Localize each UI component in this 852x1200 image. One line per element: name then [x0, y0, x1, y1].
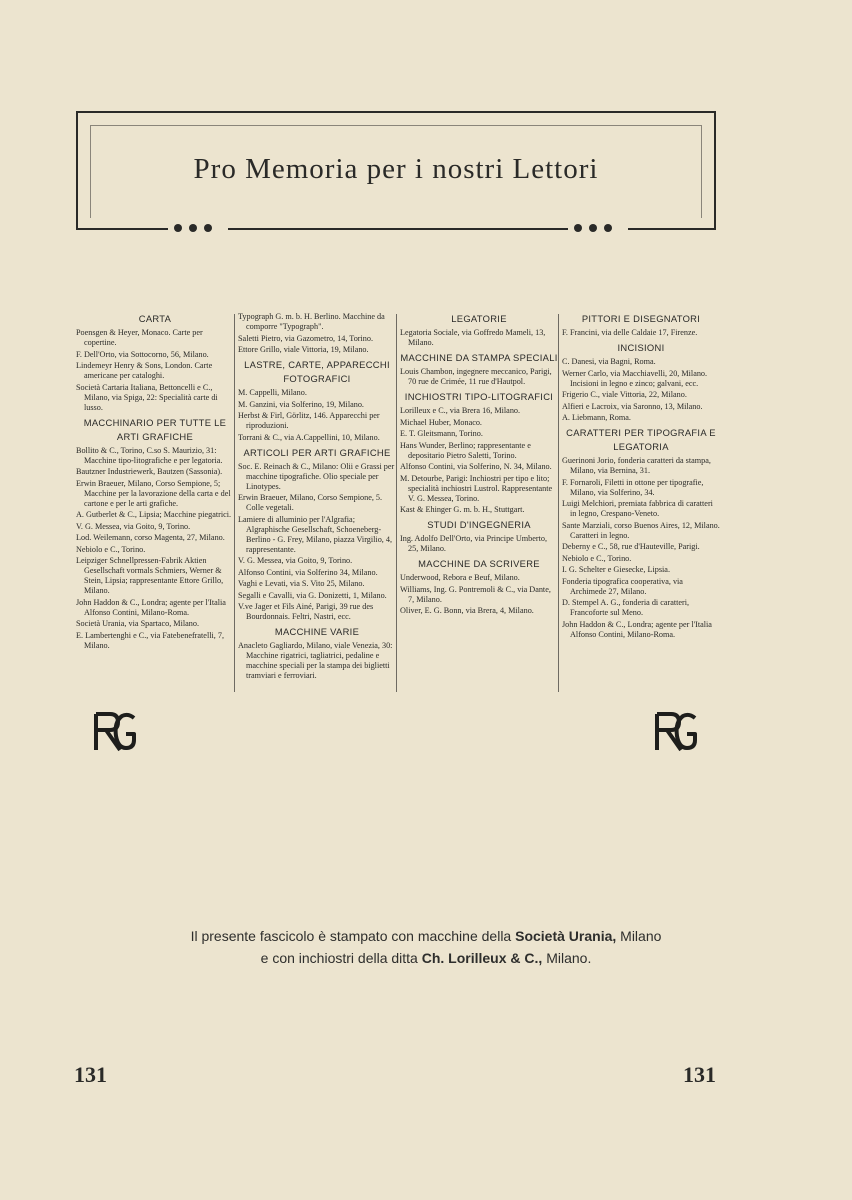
directory-entry: Frigerio C., viale Vittoria, 22, Milano. [562, 390, 687, 399]
section-heading: PITTORI E DISEGNATORI [581, 313, 701, 324]
directory-entry: Torrani & C., via A.Cappellini, 10, Milano. [238, 432, 380, 442]
section-heading: LEGATORIE [451, 313, 507, 324]
directory-entry: Nebiolo e C., Torino. [76, 544, 146, 554]
directory-entry: Saletti Pietro, via Gazometro, 14, Torino. [238, 333, 374, 343]
monogram-icon [92, 710, 138, 754]
section-heading: MACCHINE VARIE [274, 626, 360, 637]
section-heading: MACCHINE DA STAMPA SPECIALI [400, 352, 558, 363]
page-number-right: 131 [683, 1062, 716, 1087]
section-heading: CARTA [138, 313, 172, 324]
printing-note-text: e con inchiostri della ditta [260, 950, 422, 966]
ornament-dot [189, 224, 197, 232]
directory-entry: A. Gutberlet & C., Lipsia; Macchine piegatrici. [76, 510, 232, 519]
directory-entry: Fonderia tipografica cooperativa, via Archimede 27, Milano. [562, 576, 683, 596]
directory-entry: Michael Huber, Monaco. [400, 417, 482, 427]
directory-entry: Società Cartaria Italiana, Bettoncelli e C., Milano, via Spiga, 22: Specialità carte di lusso. [76, 382, 218, 412]
directory-entry: Alfieri e Lacroix, via Saronno, 13, Milano. [562, 401, 703, 411]
directory-entry: Lod. Weilemann, corso Magenta, 27, Milano. [76, 533, 225, 542]
directory-entry: Bautzner Industriewerk, Bautzen (Sassonia). [76, 467, 223, 476]
column-divider [234, 314, 235, 692]
printing-note-company: Ch. Lorilleux & C., [421, 950, 543, 966]
directory-entry: John Haddon & C., Londra; agente per l'Italia Alfonso Contini, Milano-Roma. [76, 597, 226, 617]
directory-entry: Leipziger Schnellpressen-Fabrik Aktien Gesellschaft vormals Schmiers, Werner & Stein, Lipsia; rappresentante Ettore Grillo, Milano. [76, 556, 224, 595]
rule-dots-left [174, 224, 212, 232]
section-heading: ARTICOLI PER ARTI GRAFICHE [243, 446, 391, 458]
directory-entry: Louis Chambon, ingegnere meccanico, Parigi, 70 rue de Crimée, 11 rue d'Hautpol. [400, 367, 552, 386]
publisher-logo-left [92, 710, 138, 754]
directory-entry: Segalli e Cavalli, via G. Donizetti, 1, Milano. [238, 590, 387, 600]
directory-entry: Ettore Grillo, viale Vittoria, 19, Milano. [238, 345, 369, 354]
directory-entry: D. Stempel A. G., fonderia di caratteri, Francoforte sul Meno. [562, 598, 690, 617]
directory-entry: Typograph G. m. b. H. Berlino. Macchine da comporre "Typograph". [238, 312, 385, 331]
directory-entry: F. Francini, via delle Caldaie 17, Firenze. [562, 328, 698, 337]
directory-entry: Società Urania, via Spartaco, Milano. [76, 619, 200, 628]
directory-entry: Vaghi e Levati, via S. Vito 25, Milano. [238, 579, 365, 588]
directory-entry: Werner Carlo, via Macchiavelli, 20, Milano. Incisioni in legno e zinco; galvani, ecc. [562, 368, 708, 388]
printing-note-text: Milano [616, 928, 662, 944]
directory-entry: Lamiere di alluminio per l'Algrafia; Algraphische Gesellschaft, Schoeneberg-Berlino - G. Frey, Milano, piazza Virgilio, 4, rappresentante. [238, 514, 393, 554]
rule-line-left [76, 228, 168, 230]
page-title: Pro Memoria per i nostri Lettori [193, 153, 599, 185]
directory-entry: E. Lambertenghi e C., via Fatebenefratelli, 7, Milano. [76, 630, 225, 650]
directory-entry: V.ve Jager et Fils Ainé, Parigi, 39 rue des Bourdonnais. Feltri, Nastri, ecc. [238, 602, 374, 621]
printing-note-text: Il presente fascicolo è stampato con macchine della [190, 928, 516, 944]
section-heading: CARATTERI PER TIPOGRAFIA E LEGATORIA [566, 427, 716, 452]
ornament-dot [604, 224, 612, 232]
printing-note-line-2 [0, 950, 852, 966]
directory-entry: Legatoria Sociale, via Goffredo Mameli, 13, Milano. [400, 328, 546, 347]
directory-entry: Oliver, E. G. Bonn, via Brera, 4, Milano. [400, 606, 534, 615]
directory-entry: Hans Wunder, Berlino; rappresentante e depositario Pietro Saletti, Torino. [400, 440, 531, 460]
directory-entry: Poensgen & Heyer, Monaco. Carte per copertine. [76, 328, 203, 347]
directory-entry: M. Detourbe, Parigi: Inchiostri per tipo e lito; specialità inchiostri Lustrol. Rappresentante V. G. Messea, Torino. [400, 473, 553, 503]
directory-entry: C. Danesi, via Bagni, Roma. [562, 357, 656, 366]
directory-entry: Nebiolo e C., Torino. [562, 553, 632, 563]
directory-column-3 [400, 312, 558, 618]
rule-line-center [228, 228, 568, 230]
column-divider [558, 314, 559, 692]
directory-entry: Lindemeyr Henry & Sons, London. Carte americane per cataloghi. [76, 361, 213, 380]
directory-column-4 [562, 312, 720, 641]
directory-entry: Williams, Ing. G. Pontremoli & C., via Dante, 7, Milano. [400, 584, 551, 604]
ornament-dot [589, 224, 597, 232]
section-heading: MACCHINARIO PER TUTTE LE ARTI GRAFICHE [83, 416, 227, 442]
directory-entry: V. G. Messea, via Goito, 9, Torino. [238, 556, 353, 565]
directory-entry: I. G. Schelter e Giesecke, Lipsia. [562, 565, 670, 574]
directory-entry: F. Dell'Orto, via Sottocorno, 56, Milano. [76, 349, 209, 359]
directory-entry: Luigi Melchiori, premiata fabbrica di caratteri in legno, Crespano-Veneto. [562, 499, 713, 518]
publisher-logo-right [653, 710, 699, 754]
directory-entry: Deberny e C., 58, rue d'Hauteville, Parigi. [562, 542, 700, 551]
directory-entry: Erwin Braeuer, Milano, Corso Sempione, 5; Macchine per la lavorazione della carta e del cartone e per le arti grafiche. [76, 478, 231, 508]
directory-entry: F. Fornaroli, Filetti in ottone per tipografie, Milano, via Solferino, 34. [562, 477, 704, 497]
section-heading: MACCHINE DA SCRIVERE [418, 558, 540, 569]
rule-dots-right [574, 224, 612, 232]
printing-note-company: Società Urania, [515, 928, 617, 944]
section-heading: LASTRE, CARTE, APPARECCHI FOTOGRAFICI [244, 359, 390, 384]
printing-note-line-1 [0, 928, 852, 944]
directory-entry: Anacleto Gagliardo, Milano, viale Venezia, 30: Macchine rigatrici, tagliatrici, pedaline e macchine speciali per la stampa dei biglietti tramviari e ferroviari. [238, 641, 393, 680]
directory-entry: Erwin Braeuer, Milano, Corso Sempione, 5. Colle vegetali. [238, 493, 383, 512]
section-heading: STUDI D'INGEGNERIA [427, 519, 531, 530]
directory-entry: M. Cappelli, Milano. [238, 388, 307, 397]
directory-entry: Alfonso Contini, via Solferino 34, Milano. [238, 567, 378, 577]
rule-line-right [628, 228, 716, 230]
directory-entry: Soc. E. Reinach & C., Milano: Olii e Grassi per macchine tipografiche. Olio speciale per Linotypes. [238, 461, 395, 491]
directory-column-2 [238, 312, 396, 683]
title-rule [76, 226, 716, 234]
printing-note-text: Milano. [542, 950, 592, 966]
directory-entry: E. T. Gleitsmann, Torino. [400, 429, 483, 438]
directory-entry: V. G. Messea, via Goito, 9, Torino. [76, 521, 191, 531]
directory-entry: Sante Marziali, corso Buenos Aires, 12, Milano. Caratteri in legno. [562, 520, 720, 540]
page-number-left: 131 [74, 1062, 107, 1087]
monogram-icon [653, 710, 699, 754]
ornament-dot [204, 224, 212, 232]
title-frame [76, 111, 716, 228]
ornament-dot [174, 224, 182, 232]
column-divider [396, 314, 397, 692]
ornament-dot [574, 224, 582, 232]
directory-column-1 [76, 312, 234, 652]
section-heading: INCISIONI [617, 342, 665, 353]
directory-entry: Underwood, Rebora e Beuf, Milano. [400, 573, 520, 582]
directory-entry: Guerinoni Jorio, fonderia caratteri da stampa, Milano, via Bernina, 31. [562, 456, 711, 475]
directory-entry: Lorilleux e C., via Brera 16, Milano. [400, 406, 521, 415]
directory-entry: A. Liebmann, Roma. [562, 413, 631, 422]
directory-entry: Alfonso Contini, via Solferino, N. 34, Milano. [400, 462, 552, 471]
directory-entry: Herbst & Firl, Görlitz, 146. Apparecchi per riproduzioni. [238, 411, 380, 430]
directory-entry: M. Ganzini, via Solferino, 19, Milano. [238, 399, 364, 409]
directory-entry: John Haddon & C., Londra; agente per l'Italia Alfonso Contini, Milano-Roma. [562, 619, 712, 639]
section-heading: INCHIOSTRI TIPO-LITOGRAFICI [404, 391, 554, 402]
directory-entry: Bollito & C., Torino, C.so S. Maurizio, 31: Macchine tipo-litografiche e per legatoria. [76, 445, 223, 465]
directory-entry: Ing. Adolfo Dell'Orto, via Principe Umberto, 25, Milano. [400, 534, 548, 553]
directory-entry: Kast & Ehinger G. m. b. H., Stuttgart. [400, 505, 525, 514]
